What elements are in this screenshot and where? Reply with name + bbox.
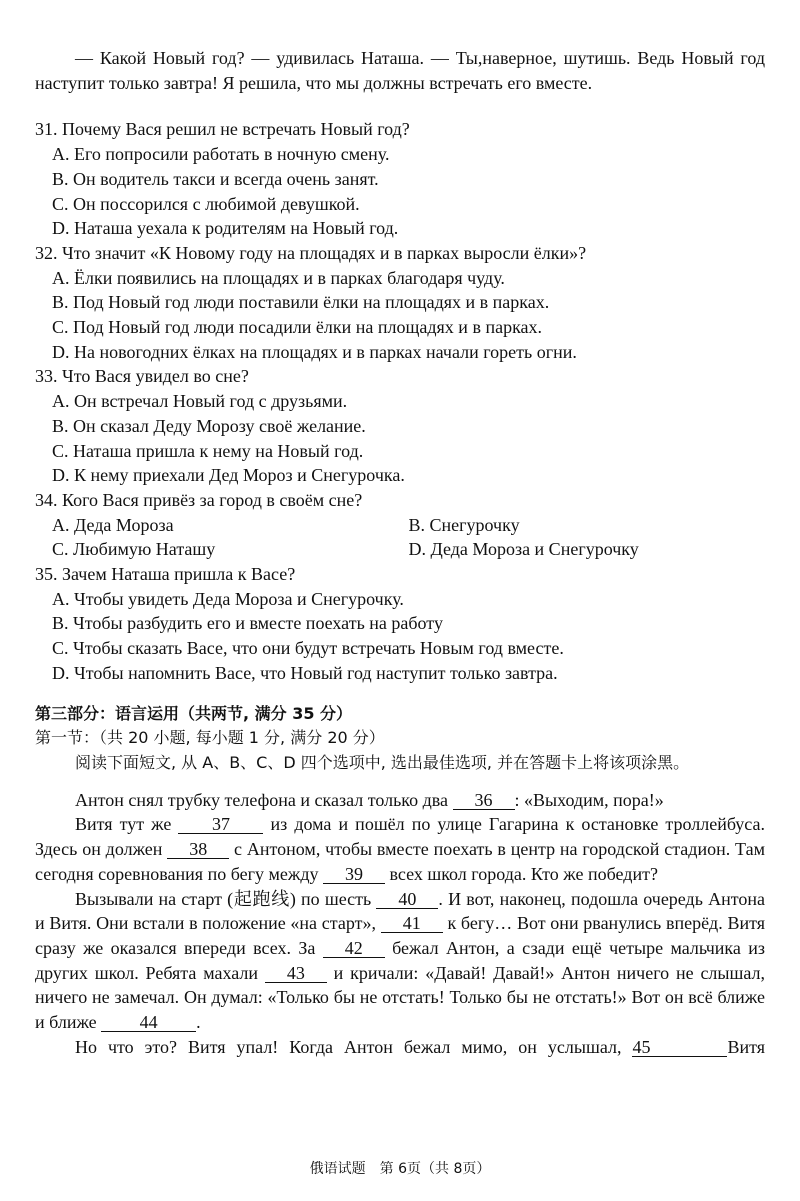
passage-text: бежал Антон, а сзади ещё четыре мальчика из других школ. Ребята махали bbox=[35, 937, 765, 983]
question-stem: 33. Что Вася увидел во сне? bbox=[35, 366, 249, 387]
passage-paragraph-3 bbox=[35, 887, 765, 1035]
passage-paragraph-1 bbox=[35, 788, 765, 813]
answer-blank: 43 bbox=[265, 964, 327, 983]
passage-text: всех школ города. Кто же победит? bbox=[385, 863, 658, 884]
passage-text: . bbox=[196, 1012, 201, 1033]
answer-option: D. На новогодних ёлках на площадях и в парках начали гореть огни. bbox=[52, 341, 577, 362]
page-footer: 俄语试题 第 6页（共 8页） bbox=[309, 1161, 491, 1177]
intro-paragraph: — Какой Новый год? — удивилась Наташа. — Ты,наверное, шутишь. Ведь Новый год наступит только завтра! Я решила, что мы должны встречать его вместе. bbox=[35, 48, 765, 93]
section-subtitle: 第一节：（共 20 小题, 每小题 1 分, 满分 20 分） bbox=[35, 728, 385, 748]
passage-text: : «Выходим, пора!» bbox=[514, 789, 664, 810]
passage-text: Витя тут же bbox=[75, 814, 179, 835]
answer-blank: 38 bbox=[167, 840, 229, 859]
option-row bbox=[35, 537, 765, 562]
answer-option: A. Чтобы увидеть Деда Мороза и Снегурочку. bbox=[52, 588, 404, 609]
answer-option: A. Ёлки появились на площадях и в парках благодаря чуду. bbox=[52, 267, 505, 288]
answer-option: A. Его попросили работать в ночную смену. bbox=[52, 144, 390, 165]
answer-option: B. Чтобы разбудить его и вместе поехать на работу bbox=[52, 613, 443, 634]
passage-text: . И вот, наконец, подошла очередь Антона и Витя. Они встали в положение «на старт», bbox=[35, 888, 765, 934]
answer-option: B. Он водитель такси и всегда очень занят. bbox=[52, 168, 379, 189]
answer-blank: 41 bbox=[381, 914, 443, 933]
passage-text: Антон снял трубку телефона и сказал только два bbox=[75, 789, 453, 810]
passage-text: к бегу… Вот они рванулись вперёд. Витя сразу же оказался впереди всех. За bbox=[35, 913, 765, 958]
answer-blank: 42 bbox=[323, 939, 385, 958]
question-stem: 35. Зачем Наташа пришла к Васе? bbox=[35, 564, 296, 585]
answer-option: C. Он поссорился с любимой девушкой. bbox=[52, 193, 360, 214]
answer-option: A. Он встречал Новый год с друзьями. bbox=[52, 391, 348, 412]
answer-blank: 36 bbox=[453, 791, 515, 810]
answer-blank: 40 bbox=[376, 890, 438, 909]
exam-page bbox=[35, 46, 765, 1059]
question-stem: 31. Почему Вася решил не встречать Новый год? bbox=[35, 119, 410, 140]
passage-text: Вызывали на старт (起跑线) по шесть bbox=[75, 888, 377, 909]
answer-option: D. Наташа уехала к родителям на Новый год. bbox=[52, 218, 399, 239]
passage-text: с Антоном, чтобы вместе поехать в центр на городской стадион. Там сегодня соревнования по бегу между bbox=[35, 839, 765, 884]
answer-option: C. Под Новый год люди посадили ёлки на площадях и в парках. bbox=[52, 317, 543, 338]
section-title: 第三部分：语言运用（共两节, 满分 35 分） bbox=[35, 703, 353, 723]
answer-option: C. Любимую Наташу bbox=[52, 539, 216, 560]
answer-blank: 44 bbox=[101, 1013, 196, 1032]
passage-text: Витя bbox=[727, 1036, 765, 1057]
answer-option: B. Он сказал Деду Морозу своё желание. bbox=[52, 415, 366, 436]
questions-list bbox=[35, 117, 765, 685]
answer-option: B. Под Новый год люди поставили ёлки на площадях и в парках. bbox=[52, 292, 550, 313]
answer-option: B. Снегурочку bbox=[408, 514, 520, 535]
question-stem: 34. Кого Вася привёз за город в своём сне? bbox=[35, 489, 363, 510]
answer-blank: 37 bbox=[178, 815, 263, 834]
passage-text: и кричали: «Давай! Давай!» Антон ничего не слышал, ничего не замечал. Он думал: «Только бы не отстать! Только бы не отстать!» Вот он всё ближе и ближе bbox=[35, 962, 765, 1033]
answer-blank: 39 bbox=[323, 865, 385, 884]
answer-option: D. Чтобы напомнить Васе, что Новый год наступит только завтра. bbox=[52, 662, 558, 683]
passage-text: из дома и пошёл по улице Гагарина к остановке троллейбуса. Здесь он должен bbox=[35, 814, 765, 860]
passage-text: Но что это? Витя упал! Когда Антон бежал мимо, он услышал, bbox=[75, 1036, 633, 1057]
question-stem: 32. Что значит «К Новому году на площадях и в парках выросли ёлки»? bbox=[35, 242, 587, 263]
answer-option: A. Деда Мороза bbox=[52, 514, 174, 535]
passage-paragraph-4 bbox=[35, 1035, 765, 1060]
answer-option: D. К нему приехали Дед Мороз и Снегурочка. bbox=[52, 465, 405, 486]
option-row bbox=[35, 513, 765, 538]
answer-blank: 45 bbox=[632, 1038, 727, 1057]
section-instruction: 阅读下面短文, 从 A、B、C、D 四个选项中, 选出最佳选项, 并在答题卡上将该项涂黑。 bbox=[75, 752, 690, 772]
answer-option: C. Наташа пришла к нему на Новый год. bbox=[52, 440, 364, 461]
answer-option: D. Деда Мороза и Снегурочку bbox=[408, 539, 639, 560]
passage-paragraph-2 bbox=[35, 812, 765, 886]
answer-option: C. Чтобы сказать Васе, что они будут встречать Новым год вместе. bbox=[52, 638, 564, 659]
